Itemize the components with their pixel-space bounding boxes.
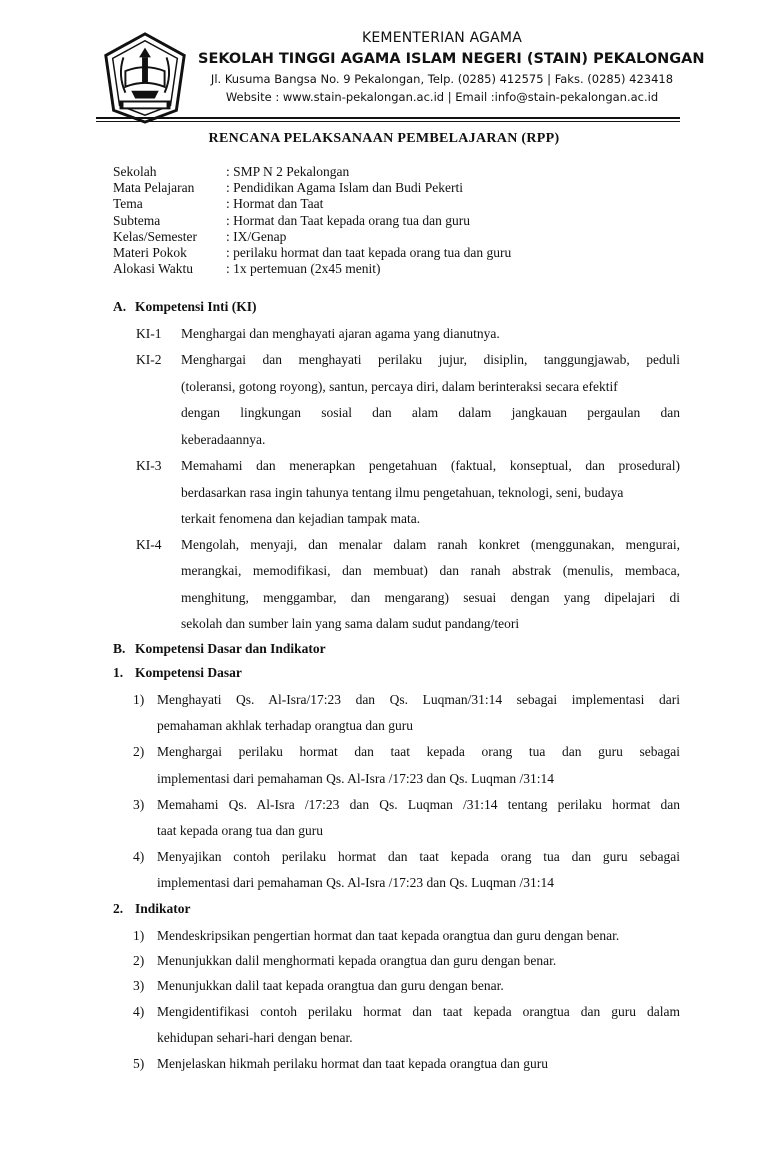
ki-text-line: merangkai, memodifikasi, dan membuat) dan ranah abstrak (menulis, membaca, [181,563,680,578]
info-row [113,164,511,180]
kd-text-line: Menghayati Qs. Al-Isra/17:23 dan Qs. Luqman/31:14 sebagai implementasi dari [157,692,680,707]
info-row [113,180,511,196]
kd-text-line: Menyajikan contoh perilaku hormat dan taat kepada orang tua dan guru sebagai [157,849,680,864]
ki-code: KI-1 [136,326,162,341]
ki-text-line: menghitung, menggambar, dan mengarang) sesuai dengan yang dipelajari di [181,590,680,605]
info-label: Kelas/Semester [113,228,197,244]
kd-text-line: taat kepada orang tua dan guru [157,823,324,838]
info-label: Materi Pokok [113,244,187,260]
kd-text-line: Memahami Qs. Al-Isra /17:23 dan Qs. Luqman /31:14 tentang perilaku hormat dan [157,797,680,812]
section-title: Kompetensi Dasar [135,665,242,680]
indikator-text-line: Mengidentifikasi contoh perilaku hormat dan taat kepada orangtua dan guru dalam [157,1004,680,1019]
list-number: 4) [133,1004,145,1019]
kd-text-line: implementasi dari pemahaman Qs. Al-Isra /17:23 dan Qs. Luqman /31:14 [157,875,555,890]
ki-text-line: berdasarkan rasa ingin tahunya tentang ilmu pengetahuan, teknologi, seni, budaya [181,485,624,500]
info-row [113,213,511,229]
institution-address: Jl. Kusuma Bangsa No. 9 Pekalongan, Telp. (0285) 412575 | Faks. (0285) 423418 [210,72,674,86]
info-value: : perilaku hormat dan taat kepada orang tua dan guru [226,244,512,260]
institution-name: SEKOLAH TINGGI AGAMA ISLAM NEGERI (STAIN) PEKALONGAN [198,51,705,67]
list-number: 3) [133,797,145,812]
ki-text-line: terkait fenomena dan kejadian tampak mata. [181,511,421,526]
indikator-text-line: kehidupan sehari-hari dengan benar. [157,1030,353,1045]
info-row [113,229,511,245]
ki-text-line: keberadaannya. [181,432,266,447]
section-marker: A. [113,299,127,314]
identity-table [113,164,511,277]
ki-code: KI-4 [136,537,162,552]
info-row [113,196,511,212]
kd-text-line: implementasi dari pemahaman Qs. Al-Isra /17:23 dan Qs. Luqman /31:14 [157,771,555,786]
ki-text-line: (toleransi, gotong royong), santun, percaya diri, dalam berinteraksi secara efektif [181,379,618,394]
section-a-heading [113,299,257,315]
kd-heading [113,665,242,681]
list-number: 4) [133,849,145,864]
info-label: Mata Pelajaran [113,180,195,196]
letterhead [96,28,705,118]
info-label: Subtema [113,212,161,228]
section-title: Kompetensi Dasar dan Indikator [135,641,326,656]
info-label: Sekolah [113,164,157,179]
info-row [113,245,511,261]
list-number: 1) [133,692,145,707]
ministry-name: KEMENTERIAN AGAMA [362,30,522,46]
list-number: 2) [133,953,145,968]
ki-text-line: Menghargai dan menghayati perilaku jujur, disiplin, tanggungjawab, peduli [181,352,680,367]
document-title: RENCANA PELAKSANAAN PEMBELAJARAN (RPP) [208,131,560,146]
letterhead-divider-thin [96,121,680,122]
list-number: 5) [133,1056,145,1071]
info-label: Tema [113,196,143,212]
section-title: Indikator [135,901,191,916]
ki-code: KI-3 [136,458,162,473]
section-title: Kompetensi Inti (KI) [135,299,257,314]
institution-contact: Website : www.stain-pekalongan.ac.id | Email :info@stain-pekalongan.ac.id [225,90,659,104]
info-value: : IX/Genap [226,228,287,244]
indikator-text-line: Menjelaskan hikmah perilaku hormat dan taat kepada orangtua dan guru [157,1056,548,1071]
kd-text-line: Menghargai perilaku hormat dan taat kepada orang tua dan guru sebagai [157,744,680,759]
ki-text-line: dengan lingkungan sosial dan alam dalam jangkauan pergaulan dan [181,405,680,420]
ki-code: KI-2 [136,352,162,367]
list-number: 2) [133,744,145,759]
section-b-heading [113,641,326,657]
info-label: Alokasi Waktu [113,261,194,277]
info-value: : Pendidikan Agama Islam dan Budi Pekerti [226,180,463,196]
kd-text-line: pemahaman akhlak terhadap orangtua dan guru [157,718,414,733]
institution-logo-icon [96,28,194,126]
info-value: : Hormat dan Taat kepada orang tua dan guru [226,212,470,228]
list-number: 1) [133,928,145,943]
letterhead-divider [96,117,680,119]
info-value: : SMP N 2 Pekalongan [226,164,350,179]
ki-text-line: Memahami dan menerapkan pengetahuan (faktual, konseptual, dan prosedural) [181,458,680,473]
info-value: : Hormat dan Taat [226,196,324,212]
ki-text-line: Menghargai dan menghayati ajaran agama yang dianutnya. [181,326,500,341]
indikator-heading [113,901,191,917]
letterhead-text [198,28,705,106]
section-marker: 2. [113,901,124,916]
section-marker: 1. [113,665,124,680]
ki-text-line: sekolah dan sumber lain yang sama dalam sudut pandang/teori [181,616,520,631]
ki-text-line: Mengolah, menyaji, dan menalar dalam ranah konkret (menggunakan, mengurai, [181,537,680,552]
info-row [113,261,511,277]
indikator-text-line: Menunjukkan dalil menghormati kepada orangtua dan guru dengan benar. [157,953,557,968]
info-value: : 1x pertemuan (2x45 menit) [226,261,381,277]
indikator-text-line: Mendeskripsikan pengertian hormat dan taat kepada orangtua dan guru dengan benar. [157,928,620,943]
section-marker: B. [113,641,126,656]
list-number: 3) [133,978,145,993]
indikator-text-line: Menunjukkan dalil taat kepada orangtua dan guru dengan benar. [157,978,504,993]
